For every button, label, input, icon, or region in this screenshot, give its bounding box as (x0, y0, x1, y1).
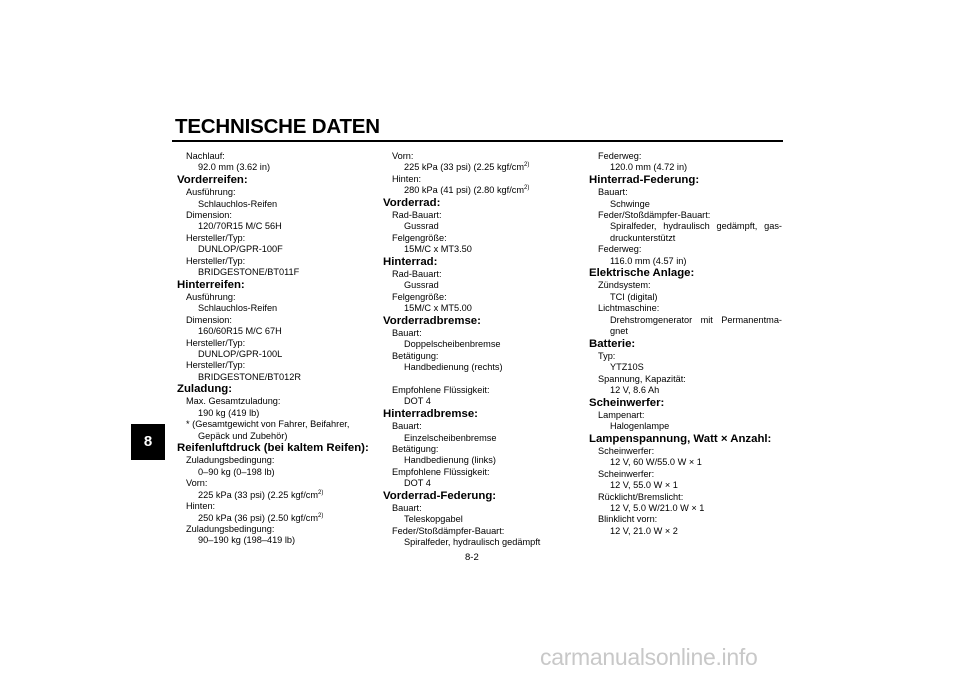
footnote: * (Gesamtgewicht von Fahrer, Beifahrer, (186, 419, 350, 430)
spec-label: Spannung, Kapazität: (598, 373, 686, 384)
spec-column-2 (383, 151, 583, 549)
spec-label: Feder/Stoßdämpfer-Bauart: (392, 525, 505, 536)
spec-value: Schwinge (610, 198, 650, 209)
spec-label: Betätigung: (392, 350, 439, 361)
spec-label: Rücklicht/Bremslicht: (598, 491, 684, 502)
spec-label: Vorn: (392, 151, 414, 161)
spec-value: 225 kPa (33 psi) (2.25 kgf/$cm^{2)}$ (198, 489, 324, 500)
spec-label: Federweg: (598, 151, 642, 161)
spec-label: Bauart: (392, 327, 422, 338)
spec-value: 15M/C x MT5.00 (404, 303, 472, 314)
spec-value: BRIDGESTONE/BT011F (198, 267, 300, 278)
page-title: TECHNISCHE DATEN (175, 115, 380, 138)
spec-label: Ausführung: (186, 291, 236, 302)
watermark: carmanualsonline.info (540, 644, 758, 670)
section-heading: Elektrische Anlage: (589, 267, 695, 280)
page-number: 8-2 (465, 552, 479, 563)
spec-label: Bauart: (392, 421, 422, 432)
spec-value: Gussrad (404, 280, 439, 291)
spec-value: 160/60R15 M/C 67H (198, 326, 282, 337)
spec-label: Bauart: (598, 187, 628, 198)
spec-label: Rad-Bauart: (392, 268, 442, 279)
spec-value: 12 V, 21.0 W × 2 (610, 525, 678, 536)
spec-value: Teleskopgabel (404, 514, 463, 525)
spec-label: Lichtmaschine: (598, 303, 660, 314)
spec-label: Betätigung: (392, 443, 439, 454)
spec-label: Ausführung: (186, 187, 236, 198)
spec-value: 120.0 mm (4.72 in) (610, 162, 688, 173)
spec-label: Zuladungsbedingung: (186, 455, 275, 466)
spec-value: 12 V, 55.0 W × 1 (610, 480, 678, 491)
spec-value: 15M/C x MT3.50 (404, 244, 472, 255)
spec-label: Felgengröße: (392, 232, 447, 243)
spec-value: Einzelscheibenbremse (404, 432, 497, 443)
section-heading: Batterie: (589, 337, 636, 350)
spec-value: Handbedienung (rechts) (404, 362, 503, 373)
section-heading: Vorderrad: (383, 196, 441, 209)
spec-column-1 (177, 151, 377, 547)
spec-value: 120/70R15 M/C 56H (198, 221, 282, 232)
spec-label: Scheinwerfer: (598, 445, 655, 456)
spec-value: Doppelscheibenbremse (404, 339, 501, 350)
spec-label: Hersteller/Typ: (186, 232, 246, 243)
spec-value: 225 kPa (33 psi) (2.25 kgf/$cm^{2)}$ (404, 162, 530, 173)
chapter-tab: 8 (131, 424, 165, 460)
section-heading: Hinterrad: (383, 255, 438, 268)
spec-value: Handbedienung (links) (404, 455, 496, 466)
spec-label: Blinklicht vorn: (598, 514, 658, 525)
spec-label: Zündsystem: (598, 280, 651, 291)
section-heading: Lampenspannung, Watt × Anzahl: (589, 432, 772, 445)
blank-line (383, 374, 583, 385)
spec-label: Hersteller/Typ: (186, 337, 246, 348)
spec-label: Empfohlene Flüssigkeit: (392, 385, 490, 395)
footnote-continuation: Gepäck und Zubehör) (198, 430, 288, 441)
spec-value: 0–90 kg (0–198 lb) (198, 466, 275, 477)
spec-label: Hersteller/Typ: (186, 360, 246, 371)
spec-value: Schlauchlos-Reifen (198, 198, 278, 209)
spec-label: Max. Gesamtzuladung: (186, 396, 281, 407)
spec-value: 250 kPa (36 psi) (2.50 kgf/$cm^{2)}$ (198, 512, 324, 523)
spec-value: YTZ10S (610, 362, 644, 373)
spec-column-3 (589, 151, 789, 537)
spec-value: 92.0 mm (3.62 in) (198, 162, 270, 173)
title-rule (172, 140, 783, 142)
section-heading: Hinterrad-Federung: (589, 173, 700, 186)
spec-label: Zuladungsbedingung: (186, 524, 275, 534)
section-heading: Hinterreifen: (177, 278, 245, 291)
section-heading: Hinterradbremse: (383, 407, 478, 420)
spec-label: Typ: (598, 350, 616, 361)
spec-value: 116.0 mm (4.57 in) (610, 255, 687, 266)
spec-label: Lampenart: (598, 409, 645, 420)
spec-label: Feder/Stoßdämpfer-Bauart: (598, 209, 711, 220)
spec-label: Nachlauf: (186, 151, 225, 161)
spec-value: Spiralfeder, hydraulisch gedämpft (404, 537, 541, 548)
spec-value: Gussrad (404, 221, 439, 232)
spec-label: Dimension: (186, 209, 232, 220)
spec-value: DOT 4 (404, 478, 431, 489)
spec-value: 12 V, 8.6 Ah (610, 385, 660, 396)
spec-label: Empfohlene Flüssigkeit: (392, 466, 490, 477)
spec-label: Vorn: (186, 478, 208, 489)
spec-value: Schlauchlos-Reifen (198, 303, 278, 314)
spec-label: Hersteller/Typ: (186, 255, 246, 266)
section-heading: Vorderrad-Federung: (383, 489, 497, 502)
spec-label: Hinten: (392, 173, 422, 184)
spec-value: 12 V, 60 W/55.0 W × 1 (610, 457, 702, 468)
spec-label: Rad-Bauart: (392, 209, 442, 220)
spec-value: BRIDGESTONE/BT012R (198, 371, 301, 382)
spec-label: Dimension: (186, 314, 232, 325)
section-heading: Zuladung: (177, 383, 233, 396)
spec-value: 190 kg (419 lb) (198, 407, 260, 418)
spec-value: Drehstromgenerator mit Permanentma-gnet (610, 314, 782, 337)
spec-value: 280 kPa (41 psi) (2.80 kgf/$cm^{2)}$ (404, 185, 530, 196)
spec-value: TCI (digital) (610, 291, 658, 302)
section-heading: Reifenluftdruck (bei kaltem Reifen): (177, 442, 369, 455)
section-heading: Scheinwerfer: (589, 396, 665, 409)
spec-value: DUNLOP/GPR-100L (198, 348, 283, 359)
spec-label: Scheinwerfer: (598, 468, 655, 479)
spec-value: 12 V, 5.0 W/21.0 W × 1 (610, 502, 705, 513)
spec-label: Felgengröße: (392, 291, 447, 302)
spec-label: Hinten: (186, 501, 216, 512)
spec-value: 90–190 kg (198–419 lb) (198, 535, 296, 546)
spec-value: Spiralfeder, hydraulisch gedämpft, gas-druckunterstützt (610, 221, 782, 243)
section-heading: Vorderreifen: (177, 173, 248, 186)
spec-label: Federweg: (598, 244, 642, 255)
spec-value: DOT 4 (404, 396, 431, 407)
spec-value: Halogenlampe (610, 421, 670, 432)
spec-label: Bauart: (392, 502, 422, 513)
section-heading: Vorderradbremse: (383, 314, 481, 327)
spec-value: DUNLOP/GPR-100F (198, 244, 283, 255)
